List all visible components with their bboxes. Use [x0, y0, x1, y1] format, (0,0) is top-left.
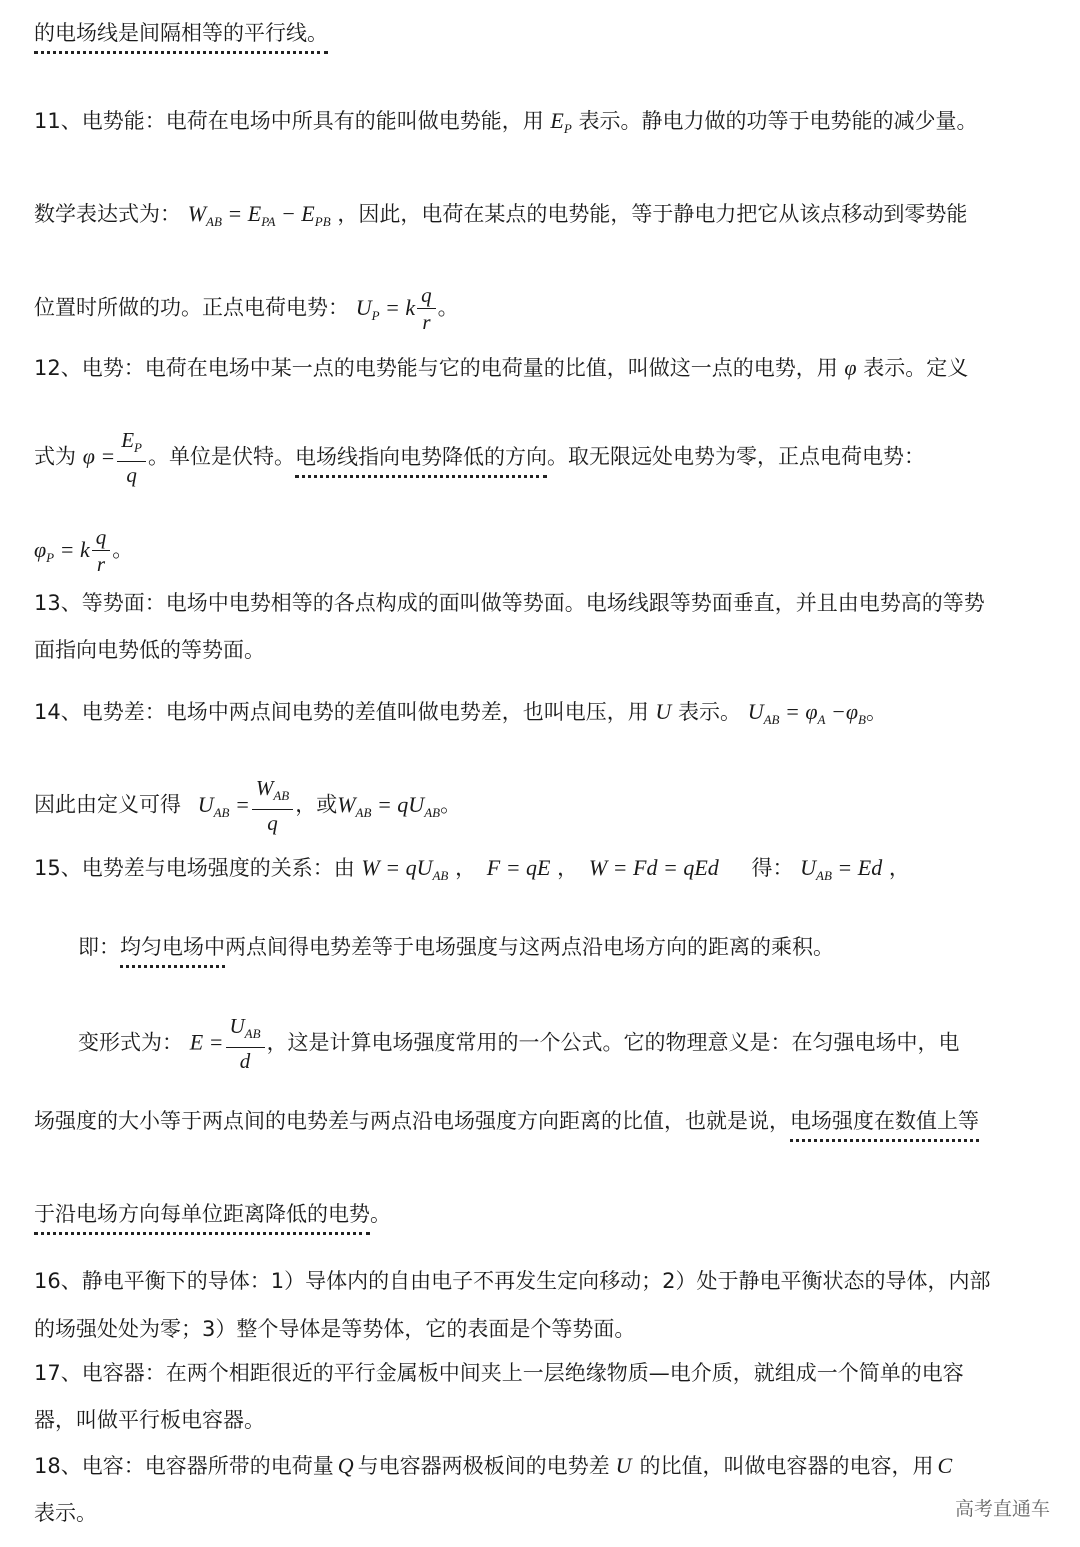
emphasis-text: 电场强度在数值上等 — [790, 1109, 979, 1142]
fraction-wab-q: $\frac{W_{AB}}{q}$ — [252, 775, 293, 836]
symbol-Ep: $E_P$ — [550, 108, 572, 136]
item-18-line-1: 18、电容：电容器所带的电荷量 Q 与电容器两极板间的电势差 U 的比值，叫做电容器的电容，用 C — [34, 1453, 953, 1478]
fraction-q-r: $\frac{q}{r}$ — [417, 282, 436, 335]
emphasis-text: 于沿电场方向每单位距离降低的电势 — [34, 1202, 370, 1235]
text-line-1 — [34, 18, 328, 48]
formula-uab: $U_{AB} = \varphi_A -\varphi_B$ — [747, 699, 866, 727]
item-15-line-1: 15、电势差与电场强度的关系：由 $W = qU_{AB}$ ， F = qE ， W = Fd = qEd 得： $U_{AB} = Ed$ ， — [34, 855, 910, 883]
item-15-line-3: 变形式为： E = $\frac{U_{AB}}{d}$ ，这是计算电场强度常用的一个公式。它的物理意义是：在匀强电场中，电 — [78, 1014, 960, 1073]
item-12-line-2: 式为 φ = $\frac{E_P}{q}$ 。单位是伏特。电场线指向电势降低的方向。取无限远处电势为零，正点电荷电势： — [34, 428, 925, 487]
emphasis-text: 均匀电场中 — [120, 935, 225, 968]
item-14-line-1: 14、电势差：电场中两点间电势的差值叫做电势差，也叫电压，用 U 表示。 $U_{AB} = \varphi_A -\varphi_B$。 — [34, 699, 887, 727]
item-11-line-3: 位置时所做的功。正点电荷电势： $U_P = k$ $\frac{q}{r}$ 。 — [34, 283, 459, 334]
emphasis-text: 的电场线是间隔相等的平行线。 — [34, 21, 328, 54]
item-13-line-2: 面指向电势低的等势面。 — [34, 638, 265, 662]
formula-wab: $W_{AB} = E_{PA} - E_{PB}$ — [187, 201, 331, 229]
watermark: 高考直通车 — [954, 1498, 1050, 1520]
fraction-uab-d: $\frac{U_{AB}}{d}$ — [226, 1013, 265, 1074]
item-13-line-1: 13、等势面：电场中电势相等的各点构成的面叫做等势面。电场线跟等势面垂直，并且由电势高的等势 — [34, 591, 985, 615]
item-11-line-1: 11、电势能：电荷在电场中所具有的能叫做电势能，用 $E_P$ 表示。静电力做的功等于电势能的减少量。 — [34, 108, 978, 136]
item-11-line-2: 数学表达式为： $W_{AB} = E_{PA} - E_{PB}$ ，因此，电荷在某点的电势能，等于静电力把它从该点移动到零势能 — [34, 201, 968, 229]
item-17-line-2: 器，叫做平行板电容器。 — [34, 1408, 265, 1432]
item-15-line-5: 于沿电场方向每单位距离降低的电势。 — [34, 1199, 391, 1229]
item-16-line-1: 16、静电平衡下的导体：1）导体内的自由电子不再发生定向移动；2）处于静电平衡状态的导体，内部 — [34, 1269, 991, 1293]
item-18-line-2: 表示。 — [34, 1501, 97, 1525]
emphasis-text: 电场线指向电势降低的方向 — [295, 445, 547, 478]
item-15-line-2: 即：均匀电场中两点间得电势差等于电场强度与这两点沿电场方向的距离的乘积。 — [78, 932, 834, 962]
fraction-q-r: $\frac{q}{r}$ — [92, 524, 111, 577]
item-15-line-4: 场强度的大小等于两点间的电势差与两点沿电场强度方向距离的比值，也就是说，电场强度在数值上等 — [34, 1106, 979, 1136]
item-17-line-1: 17、电容器：在两个相距很近的平行金属板中间夹上一层绝缘物质—电介质，就组成一个简单的电容 — [34, 1361, 964, 1385]
item-12-line-3: $\varphi_P = k$ $\frac{q}{r}$ 。 — [34, 525, 134, 576]
item-12-line-1: 12、电势：电荷在电场中某一点的电势能与它的电荷量的比值，叫做这一点的电势，用 φ 表示。定义 — [34, 355, 969, 380]
item-16-line-2: 的场强处处为零；3）整个导体是等势体，它的表面是个等势面。 — [34, 1317, 636, 1341]
item-14-line-2: 因此由定义可得 $U_{AB}$ = $\frac{W_{AB}}{q}$ ，或$W_{AB} = qU_{AB}$。 — [34, 776, 462, 835]
formula-up: $U_P = k$ — [355, 294, 416, 323]
fraction-ep-q: $\frac{E_P}{q}$ — [117, 427, 146, 488]
